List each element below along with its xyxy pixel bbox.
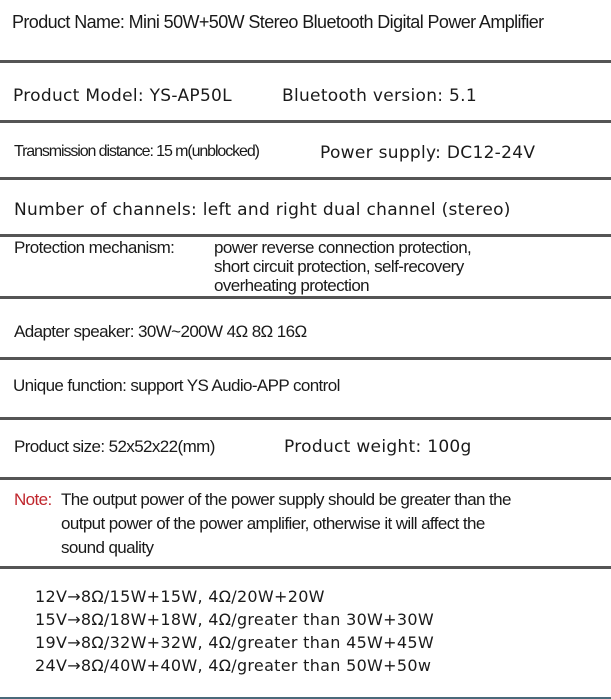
protection-line: overheating protection: [214, 276, 370, 295]
power-supply: Power supply: DC12-24V: [320, 143, 536, 163]
bluetooth-version: Bluetooth version: 5.1: [282, 86, 477, 106]
transmission-distance: Transmission distance: 15 m(unblocked): [14, 143, 259, 160]
divider: [0, 566, 611, 569]
power-row: 19V→8Ω/32W+32W, 4Ω/greater than 45W+45W: [35, 633, 434, 652]
divider: [0, 120, 611, 123]
product-model: Product Model: YS-AP50L: [13, 86, 232, 106]
divider: [0, 60, 611, 63]
unique-function: Unique function: support YS Audio-APP control: [13, 376, 340, 395]
number-of-channels: Number of channels: left and right dual channel (stereo): [14, 200, 511, 220]
power-row: 24V→8Ω/40W+40W, 4Ω/greater than 50W+50w: [35, 656, 432, 675]
note-line: The output power of the power supply should be greater than the: [61, 490, 511, 509]
divider: [0, 357, 611, 360]
protection-label: Protection mechanism:: [14, 238, 175, 257]
divider: [0, 234, 611, 237]
power-row: 15V→8Ω/18W+18W, 4Ω/greater than 30W+30W: [35, 610, 434, 629]
protection-line: short circuit protection, self-recovery: [214, 257, 464, 276]
note-line: output power of the power amplifier, otherwise it will affect the: [61, 514, 485, 533]
divider: [0, 296, 611, 299]
product-name: Product Name: Mini 50W+50W Stereo Bluetooth Digital Power Amplifier: [12, 12, 544, 32]
divider: [0, 417, 611, 420]
divider: [0, 177, 611, 180]
protection-line: power reverse connection protection,: [214, 238, 472, 257]
product-size: Product size: 52x52x22(mm): [14, 437, 215, 456]
note-line: sound quality: [61, 538, 154, 557]
power-row: 12V→8Ω/15W+15W, 4Ω/20W+20W: [35, 587, 325, 606]
product-weight: Product weight: 100g: [284, 437, 472, 457]
note-label: Note:: [14, 490, 52, 509]
divider: [0, 477, 611, 480]
adapter-speaker: Adapter speaker: 30W~200W 4Ω 8Ω 16Ω: [14, 322, 307, 341]
